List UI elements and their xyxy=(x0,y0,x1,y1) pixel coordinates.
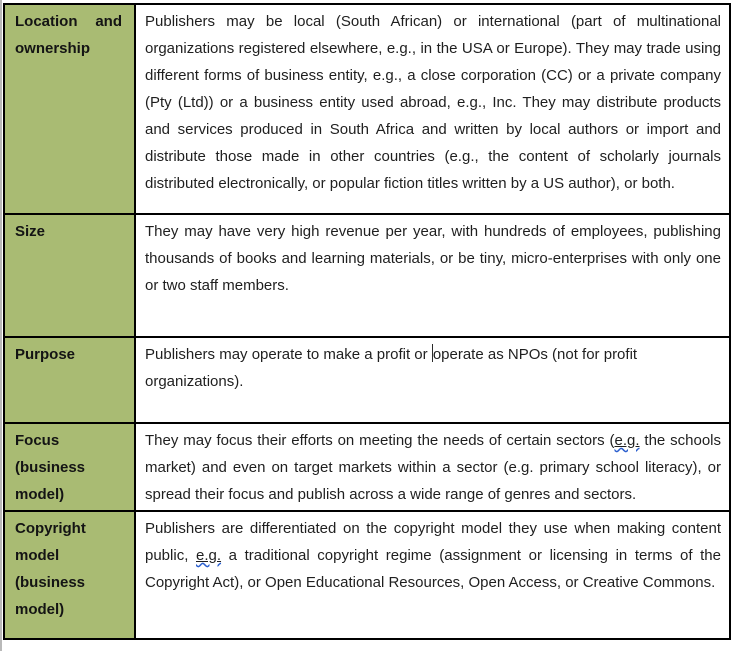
row-label-purpose[interactable]: Purpose xyxy=(5,338,136,422)
table-row xyxy=(5,338,729,424)
row-text-purpose[interactable]: Publishers may operate to make a profit or operate as NPOs (not for profit organizations). xyxy=(145,346,638,390)
grammar-marked-term[interactable] xyxy=(196,547,221,564)
row-label-size[interactable]: Size xyxy=(5,215,136,336)
row-text-size[interactable]: They may have very high revenue per year, with hundreds of employees, publishing thousands of books and learning materials, or be tiny, micro-enterprises with only one or two staff members. xyxy=(145,223,721,294)
row-text-focus-business-model[interactable]: They may focus their efforts on meeting the needs of certain sectors (e.g. the schools market) and even on target markets within a sector (e.g. primary school literacy), or spread their focus and publish across a wide range of genres and sectors. xyxy=(145,432,722,503)
row-label-copyright-model[interactable]: Copyright model (business model) xyxy=(5,512,136,638)
publishers-characteristics-table xyxy=(3,3,731,640)
row-label-focus-business-model[interactable]: Focus (business model) xyxy=(5,424,136,510)
page-left-edge xyxy=(0,0,2,651)
table-row xyxy=(5,512,729,638)
table-row xyxy=(5,5,729,215)
grammar-marked-term-text: e.g. xyxy=(614,432,640,449)
table-row xyxy=(5,215,729,338)
row-text-copyright-model[interactable]: Publishers are differentiated on the copyright model they use when making content public, e.g. a traditional copyright regime (assignment or licensing in terms of the Copyright Act), or Open Educational Resources, Open Access, or Creative Commons. xyxy=(145,520,721,591)
row-text-location-ownership[interactable]: Publishers may be local (South African) or international (part of multinational organizations registered elsewhere, e.g., in the USA or Europe). They may trade using different forms of business entity, e.g., a close corporation (CC) or a private company (Pty (Ltd)) or a business entity used abroad, e.g., Inc. They may distribute products and services produced in South Africa and written by local authors or import and distribute those made in other countries (e.g., the content of scholarly journals distributed electronically, or popular fiction titles written by a US author), or both. xyxy=(145,13,721,192)
text-cursor xyxy=(432,344,433,362)
row-label-location-ownership[interactable]: Location and ownership xyxy=(5,5,136,213)
grammar-marked-term[interactable] xyxy=(614,432,639,449)
grammar-marked-term-text: e.g. xyxy=(196,547,222,564)
table-row xyxy=(5,424,729,512)
